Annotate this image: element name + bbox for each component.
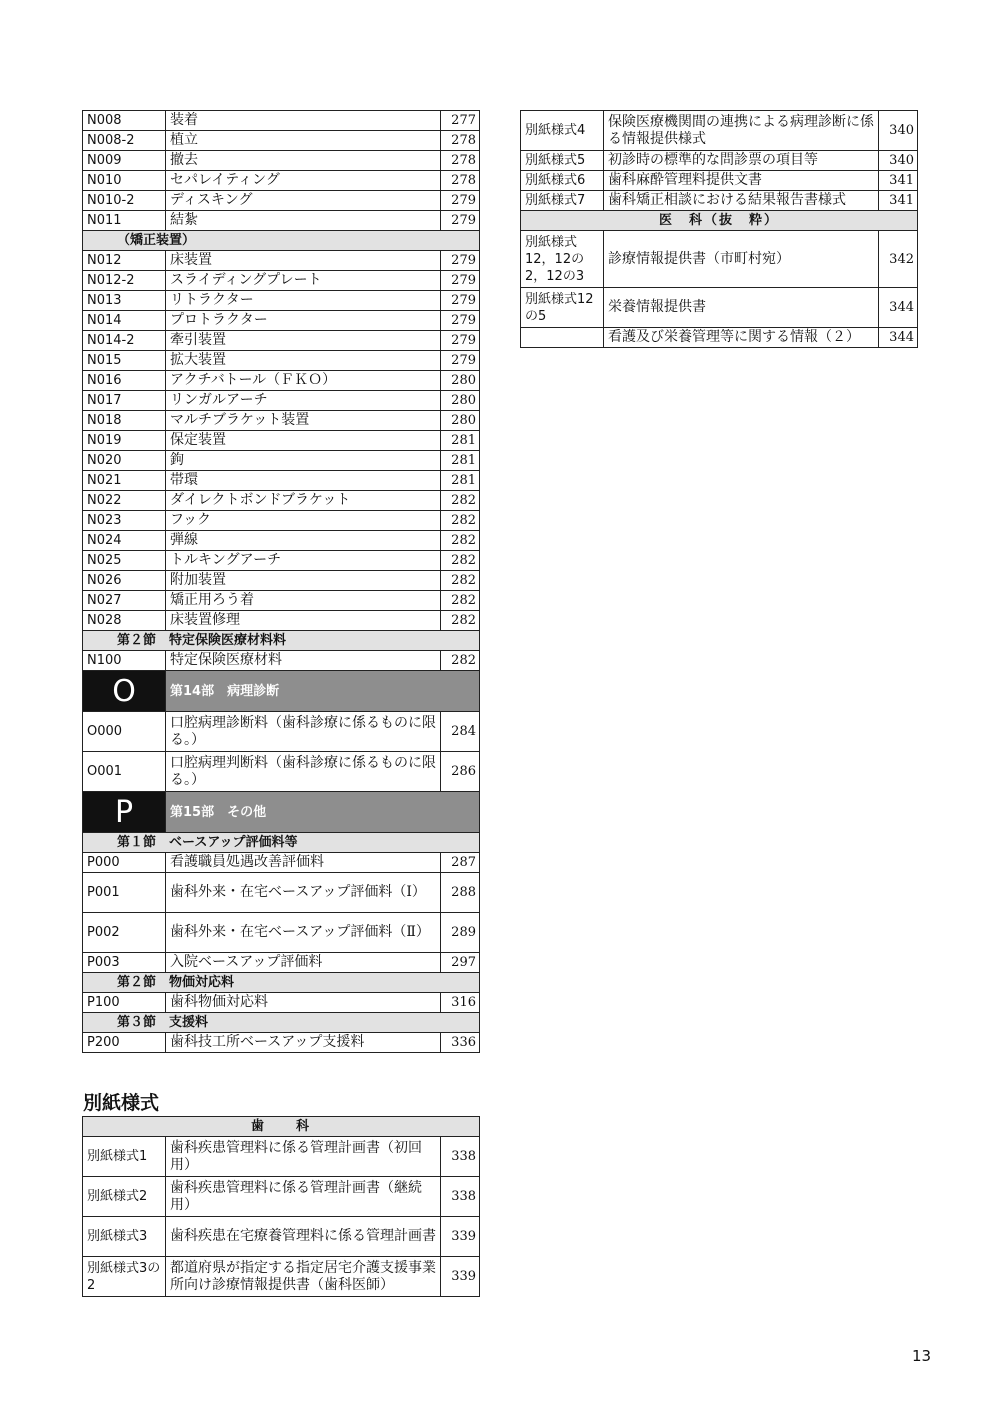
table-row xyxy=(83,331,480,351)
item-code: N026 xyxy=(83,571,166,591)
form-code: 別紙様式3の2 xyxy=(83,1257,166,1297)
form-name: 保険医療機関間の連携による病理診断に係る情報提供様式 xyxy=(604,111,879,151)
table-row xyxy=(83,853,480,873)
table-row xyxy=(83,351,480,371)
item-code: P100 xyxy=(83,993,166,1013)
item-page: 280 xyxy=(441,391,480,411)
item-name: ダイレクトボンドブラケット xyxy=(166,491,441,511)
item-page: 336 xyxy=(441,1033,480,1053)
table-row xyxy=(521,171,918,191)
item-name: スライディングプレート xyxy=(166,271,441,291)
table-row xyxy=(83,191,480,211)
form-code: 別紙様式3 xyxy=(83,1217,166,1257)
table-row xyxy=(83,311,480,331)
item-name: 帯環 xyxy=(166,471,441,491)
form-name: 歯科疾患管理料に係る管理計画書（継続用） xyxy=(166,1177,441,1217)
item-code: N009 xyxy=(83,151,166,171)
table-row xyxy=(83,251,480,271)
item-name: 歯科外来・在宅ベースアップ評価料（Ⅰ） xyxy=(166,873,441,913)
item-name: アクチバトール（ＦＫＯ） xyxy=(166,371,441,391)
form-page: 338 xyxy=(441,1137,480,1177)
dental-header: 歯 科 xyxy=(83,1117,480,1137)
group1-rows xyxy=(83,111,480,231)
table-row xyxy=(83,651,480,671)
item-code: N010 xyxy=(83,171,166,191)
item-name: 保定装置 xyxy=(166,431,441,451)
form-page: 339 xyxy=(441,1217,480,1257)
table-row xyxy=(83,1257,480,1297)
table-row xyxy=(83,551,480,571)
table-row xyxy=(83,111,480,131)
item-name: 歯科外来・在宅ベースアップ評価料（Ⅱ） xyxy=(166,913,441,953)
form-page: 338 xyxy=(441,1177,480,1217)
part-p-label: 第15部 その他 xyxy=(166,792,480,833)
item-code: N008 xyxy=(83,111,166,131)
item-name: 入院ベースアップ評価料 xyxy=(166,953,441,973)
form-code: 別紙様式12，12の2，12の3 xyxy=(521,231,604,288)
item-code: O000 xyxy=(83,712,166,752)
item-page: 287 xyxy=(441,853,480,873)
section-kyosei-label: （矯正装置） xyxy=(83,231,480,251)
item-code: P001 xyxy=(83,873,166,913)
table-row xyxy=(83,491,480,511)
section-row xyxy=(83,973,480,993)
item-code: N019 xyxy=(83,431,166,451)
item-code: N015 xyxy=(83,351,166,371)
item-name: 牽引装置 xyxy=(166,331,441,351)
form-code: 別紙様式6 xyxy=(521,171,604,191)
item-page: 286 xyxy=(441,752,480,792)
item-name: プロトラクター xyxy=(166,311,441,331)
item-page: 279 xyxy=(441,351,480,371)
table-row xyxy=(83,712,480,752)
item-page: 282 xyxy=(441,591,480,611)
item-name: 床装置 xyxy=(166,251,441,271)
item-page: 279 xyxy=(441,191,480,211)
section-row xyxy=(83,1013,480,1033)
item-name: 口腔病理判断料（歯科診療に係るものに限る。） xyxy=(166,752,441,792)
item-page: 279 xyxy=(441,331,480,351)
item-name: セパレイティング xyxy=(166,171,441,191)
item-name: フック xyxy=(166,511,441,531)
form-name: 歯科疾患在宅療養管理料に係る管理計画書 xyxy=(166,1217,441,1257)
item-page: 282 xyxy=(441,511,480,531)
table-row xyxy=(83,371,480,391)
table-row xyxy=(83,411,480,431)
item-page: 279 xyxy=(441,211,480,231)
item-page: 281 xyxy=(441,471,480,491)
item-code: N008-2 xyxy=(83,131,166,151)
form-code: 別紙様式7 xyxy=(521,191,604,211)
item-code: N014 xyxy=(83,311,166,331)
item-name: 特定保険医療材料 xyxy=(166,651,441,671)
page-number: 13 xyxy=(912,1347,932,1365)
item-name: トルキングアーチ xyxy=(166,551,441,571)
item-name: 植立 xyxy=(166,131,441,151)
item-page: 281 xyxy=(441,451,480,471)
form-name: 都道府県が指定する指定居宅介護支援事業所向け診療情報提供書（歯科医師） xyxy=(166,1257,441,1297)
item-page: 280 xyxy=(441,411,480,431)
item-code: N013 xyxy=(83,291,166,311)
item-code: N014-2 xyxy=(83,331,166,351)
p-section-3-label: 第３節 支援料 xyxy=(83,1013,480,1033)
table-row xyxy=(521,231,918,288)
form-name: 歯科矯正相談における結果報告書様式 xyxy=(604,191,879,211)
item-name: 拡大装置 xyxy=(166,351,441,371)
form-page: 342 xyxy=(879,231,918,288)
table-row xyxy=(83,531,480,551)
appendix-heading: 別紙様式 xyxy=(83,1092,160,1114)
item-name: 口腔病理診断料（歯科診療に係るものに限る。） xyxy=(166,712,441,752)
item-code: P002 xyxy=(83,913,166,953)
section-row xyxy=(83,1117,480,1137)
item-name: 結紮 xyxy=(166,211,441,231)
form-code: 別紙様式12の5 xyxy=(521,288,604,328)
p-section-2-label: 第２節 物価対応料 xyxy=(83,973,480,993)
item-name: 弾線 xyxy=(166,531,441,551)
section-row xyxy=(521,211,918,231)
item-code: P003 xyxy=(83,953,166,973)
item-name: ディスキング xyxy=(166,191,441,211)
item-page: 289 xyxy=(441,913,480,953)
table-row xyxy=(83,993,480,1013)
part-p-letter: P xyxy=(83,792,166,833)
table-row xyxy=(83,271,480,291)
section-row xyxy=(83,833,480,853)
item-code: P000 xyxy=(83,853,166,873)
table-row xyxy=(83,1137,480,1177)
item-code: N016 xyxy=(83,371,166,391)
item-page: 278 xyxy=(441,151,480,171)
item-name: 歯科技工所ベースアップ支援料 xyxy=(166,1033,441,1053)
item-code: N010-2 xyxy=(83,191,166,211)
form-name: 歯科麻酔管理料提供文書 xyxy=(604,171,879,191)
table-row xyxy=(83,151,480,171)
item-code: N027 xyxy=(83,591,166,611)
item-code: N011 xyxy=(83,211,166,231)
part-o-label: 第14部 病理診断 xyxy=(166,671,480,712)
table-row xyxy=(83,591,480,611)
form-page: 341 xyxy=(879,191,918,211)
table-row xyxy=(521,191,918,211)
item-code: N100 xyxy=(83,651,166,671)
item-page: 277 xyxy=(441,111,480,131)
table-row xyxy=(83,451,480,471)
medical-header: 医 科（抜 粋） xyxy=(521,211,918,231)
appendix-table-right xyxy=(520,110,918,348)
form-page: 341 xyxy=(879,171,918,191)
item-page: 280 xyxy=(441,371,480,391)
table-row xyxy=(83,471,480,491)
item-name: リンガルアーチ xyxy=(166,391,441,411)
item-code: N022 xyxy=(83,491,166,511)
table-row xyxy=(83,1217,480,1257)
form-code: 別紙様式2 xyxy=(83,1177,166,1217)
item-name: マルチブラケット装置 xyxy=(166,411,441,431)
item-code: N025 xyxy=(83,551,166,571)
item-page: 279 xyxy=(441,271,480,291)
appendix-table xyxy=(82,1116,480,1297)
form-page: 344 xyxy=(879,328,918,348)
form-name: 歯科疾患管理料に係る管理計画書（初回用） xyxy=(166,1137,441,1177)
section-2-label: 第２節 特定保険医療材料料 xyxy=(83,631,480,651)
table-row xyxy=(83,291,480,311)
form-code xyxy=(521,328,604,348)
section-row xyxy=(83,631,480,651)
item-code: O001 xyxy=(83,752,166,792)
item-name: 附加装置 xyxy=(166,571,441,591)
table-row xyxy=(521,111,918,151)
table-row xyxy=(521,151,918,171)
item-page: 279 xyxy=(441,311,480,331)
item-name: 歯科物価対応料 xyxy=(166,993,441,1013)
table-row xyxy=(83,1177,480,1217)
item-page: 278 xyxy=(441,171,480,191)
table-row xyxy=(83,511,480,531)
item-name: 鉤 xyxy=(166,451,441,471)
form-name: 初診時の標準的な問診票の項目等 xyxy=(604,151,879,171)
form-code: 別紙様式5 xyxy=(521,151,604,171)
form-name: 栄養情報提供書 xyxy=(604,288,879,328)
item-code: N023 xyxy=(83,511,166,531)
item-page: 284 xyxy=(441,712,480,752)
section-row xyxy=(83,231,480,251)
item-name: 看護職員処遇改善評価料 xyxy=(166,853,441,873)
item-code: N018 xyxy=(83,411,166,431)
form-page: 344 xyxy=(879,288,918,328)
part-o-header xyxy=(83,671,480,712)
item-page: 279 xyxy=(441,291,480,311)
item-code: P200 xyxy=(83,1033,166,1053)
form-name: 診療情報提供書（市町村宛） xyxy=(604,231,879,288)
item-page: 281 xyxy=(441,431,480,451)
item-page: 282 xyxy=(441,531,480,551)
item-page: 282 xyxy=(441,571,480,591)
item-page: 279 xyxy=(441,251,480,271)
table-row xyxy=(83,873,480,913)
item-page: 288 xyxy=(441,873,480,913)
table-row xyxy=(83,131,480,151)
form-page: 340 xyxy=(879,111,918,151)
part-o-letter: O xyxy=(83,671,166,712)
item-page: 282 xyxy=(441,611,480,631)
table-row xyxy=(83,431,480,451)
item-code: N012-2 xyxy=(83,271,166,291)
table-row xyxy=(521,288,918,328)
item-page: 282 xyxy=(441,651,480,671)
group2-rows xyxy=(83,251,480,631)
item-name: 床装置修理 xyxy=(166,611,441,631)
item-code: N024 xyxy=(83,531,166,551)
item-code: N012 xyxy=(83,251,166,271)
item-name: リトラクター xyxy=(166,291,441,311)
form-name: 看護及び栄養管理等に関する情報（２） xyxy=(604,328,879,348)
form-code: 別紙様式4 xyxy=(521,111,604,151)
part-p-header xyxy=(83,792,480,833)
form-code: 別紙様式1 xyxy=(83,1137,166,1177)
table-row xyxy=(83,1033,480,1053)
item-code: N028 xyxy=(83,611,166,631)
table-row xyxy=(83,171,480,191)
item-code: N017 xyxy=(83,391,166,411)
item-page: 297 xyxy=(441,953,480,973)
item-code: N021 xyxy=(83,471,166,491)
table-row xyxy=(83,752,480,792)
index-table-left xyxy=(82,110,480,1053)
item-name: 矯正用ろう着 xyxy=(166,591,441,611)
table-row xyxy=(83,211,480,231)
item-name: 撤去 xyxy=(166,151,441,171)
item-name: 装着 xyxy=(166,111,441,131)
table-row xyxy=(521,328,918,348)
table-row xyxy=(83,953,480,973)
item-code: N020 xyxy=(83,451,166,471)
table-row xyxy=(83,391,480,411)
item-page: 278 xyxy=(441,131,480,151)
table-row xyxy=(83,611,480,631)
form-page: 340 xyxy=(879,151,918,171)
item-page: 282 xyxy=(441,551,480,571)
item-page: 316 xyxy=(441,993,480,1013)
table-row xyxy=(83,571,480,591)
form-page: 339 xyxy=(441,1257,480,1297)
table-row xyxy=(83,913,480,953)
p-section-1-label: 第１節 ベースアップ評価料等 xyxy=(83,833,480,853)
item-page: 282 xyxy=(441,491,480,511)
